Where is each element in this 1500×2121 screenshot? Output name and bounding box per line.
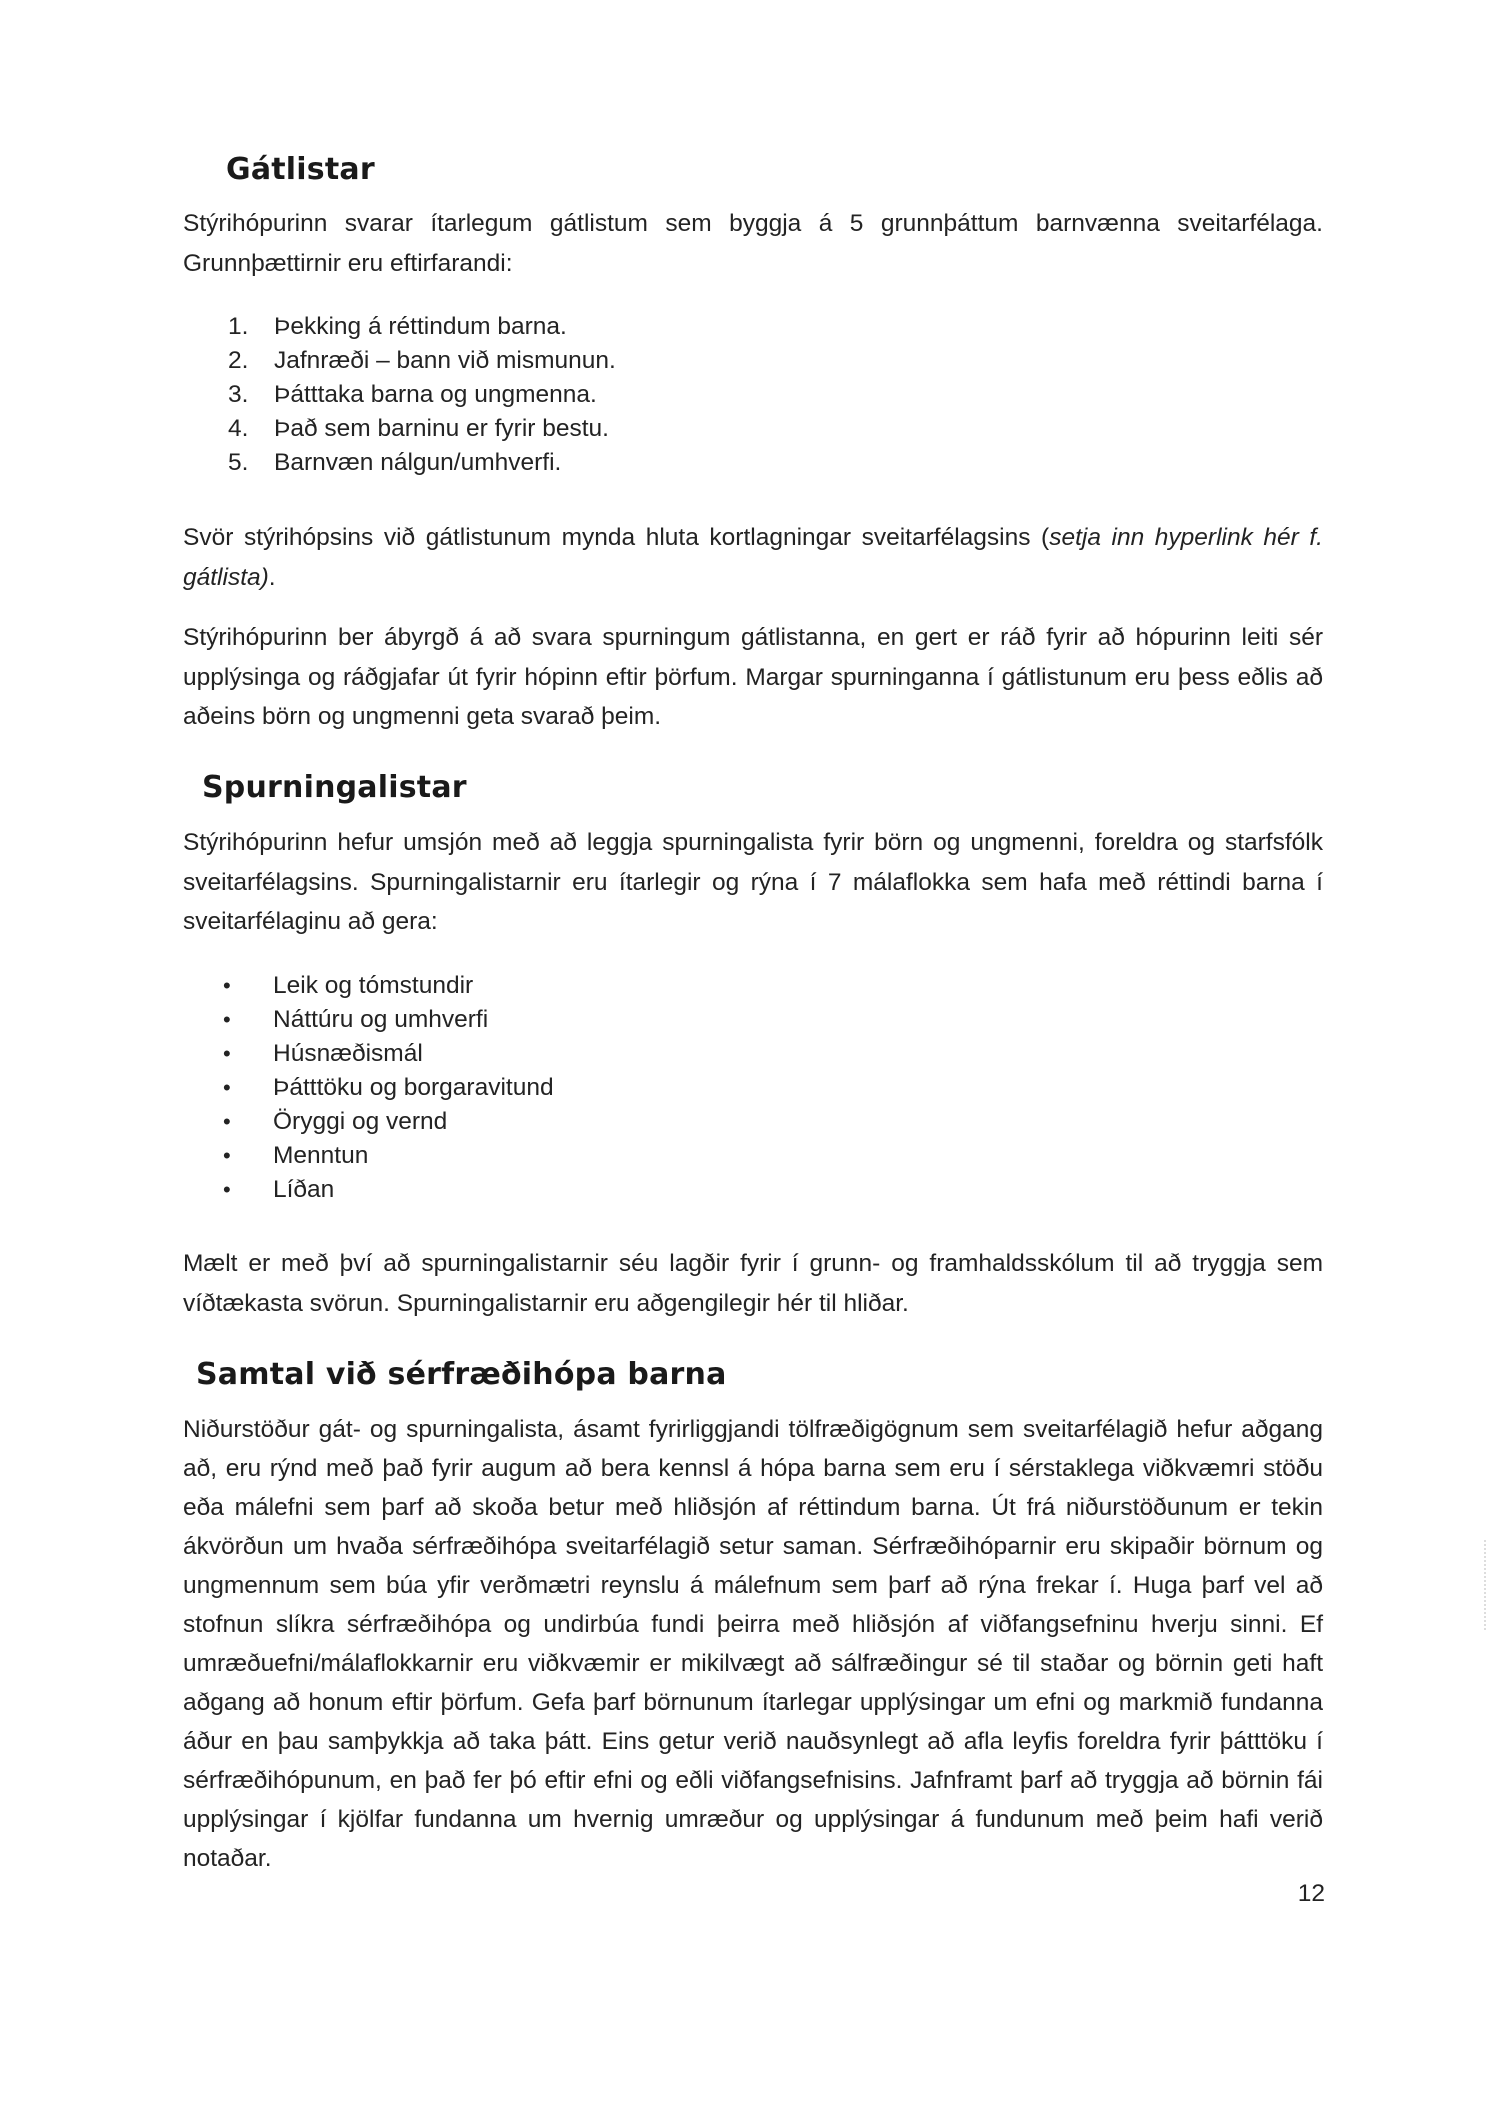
heading-gatlistar: Gátlistar [226, 152, 375, 187]
page-number: 12 [1297, 1880, 1325, 1907]
heading-samtal: Samtal við sérfræðihópa barna [196, 1357, 727, 1392]
gatlistar-intro: Stýrihópurinn svarar ítarlegum gátlistum sem byggja á 5 grunnþáttum barnvænna sveitarfélaga. Grunnþættirnir eru eftirfarandi: [183, 210, 1323, 277]
scan-edge-mark [1484, 1540, 1490, 1630]
spurningalistar-intro: Stýrihópurinn hefur umsjón með að leggja spurningalista fyrir börn og ungmenni, foreldra og starfsfólk sveitarfélagsins. Spurningalistarnir eru ítarlegir og rýna í 7 málaflokka sem hafa með réttindi barna í sveitarfélaginu að gera: [183, 829, 1323, 935]
bullet-icon: • [223, 1143, 231, 1168]
spurningalistar-recommendation: Mælt er með því að spurningalistarnir séu lagðir fyrir í grunn- og framhaldsskólum til að tryggja sem víðtækasta svörun. Spurningalistarnir eru aðgengilegir hér til hliðar. [183, 1250, 1323, 1317]
hyperlink-placeholder: setja inn hyperlink hér f. gátlista) [183, 524, 1323, 591]
bullet-icon: • [223, 1075, 231, 1100]
bullet-icon: • [223, 1177, 231, 1202]
bullet-icon: • [223, 973, 231, 998]
document-page: Gátlistar Stýrihópurinn svarar ítarlegum gátlistum sem byggja á 5 grunnþáttum barnvænna sveitarfélaga. Grunnþættirnir eru eftirfarandi: 1. Þekking á réttindum barna. 2. Jafnræði – bann við mismunun. 3. Þátttaka barna og ungmenna. 4. Það sem barninu er fyrir bestu. 5. Barnvæn nálgun/umhverfi. Svör stýrihópsins við gátlistunum mynda hluta kortlagningar sveitarfélagsins (setja inn hyperlink hér f. gátlista). Stýrihópurinn ber ábyrgð á að svara spurningum gátlistanna, en gert er ráð fyrir að hópurinn leiti sér upplýsinga og ráðgjafar út fyrir hópinn eftir þörfum. Margar spurninganna í gátlistunum eru þess eðlis að aðeins börn og ungmenni geta svarað þeim. Spurningalistar Stýrihópurinn hefur umsjón með að leggja spurningalista fyrir börn og ungmenni, foreldra og starfsfólk sveitarfélagsins. Spurningalistarnir eru ítarlegir og rýna í 7 málaflokka sem hafa með réttindi barna í sveitarfélaginu að gera: • Leik og tómstundir • Náttúru og umhverfi • Húsnæðismál • Þátttöku og borgaravitund • Öryggi og vernd • Menntun • Líðan Mælt er með því að spurningalistarnir séu lagðir fyrir í grunn- og framhaldsskólum til að tryggja sem víðtækasta svörun. Spurningalistarnir eru aðgengilegir hér til hliðar. Samtal við sérfræðihópa barna Niðurstöður gát- og spurningalista, ásamt fyrirliggjandi tölfræðigögnum sem sveitarfélagið hefur aðgang að, eru rýnd með það fyrir augum að bera kennsl á hópa barna sem eru í sérstaklega viðkvæmri stöðu eða málefni sem þarf að skoða betur með hliðsjón af réttindum barna. Út frá niðurstöðunum er tekin ákvörðun um hvaða sérfræðihópa sveitarfélagið setur saman. Sérfræðihóparnir eru skipaðir börnum og ungmennum sem búa yfir verðmætri reynslu á málefnum sem þarf að rýna frekar í. Huga þarf vel að stofnun slíkra sérfræðihópa og undirbúa fundi þeirra með hliðsjón af viðfangsefninu hverju sinni. Ef umræðuefni/málaflokkarnir eru viðkvæmir er mikilvægt að sálfræðingur sé til staðar og börnin geti haft aðgang að honum eftir þörfum. Gefa þarf börnunum ítarlegar upplýsingar um efni og markmið fundanna áður en þau samþykkja að taka þátt. Eins getur verið nauðsynlegt að afla leyfis foreldra fyrir þátttöku í sérfræðihópunum, en það fer þó eftir efni og eðli viðfangsefnisins. Jafnframt þarf að tryggja að börnin fái upplýsingar í kjölfar fundanna um hvernig umræður og upplýsingar á fundunum með þeim hafi verið notaðar. 12 [0, 0, 1500, 2121]
bullet-icon: • [223, 1007, 231, 1032]
bullet-icon: • [223, 1041, 231, 1066]
gatlistar-svor: Svör stýrihópsins við gátlistunum mynda hluta kortlagningar sveitarfélagsins (setja inn hyperlink hér f. gátlista). [183, 524, 1323, 591]
bullet-icon: • [223, 1109, 231, 1134]
samtal-body: Niðurstöður gát- og spurningalista, ásamt fyrirliggjandi tölfræðigögnum sem sveitarfélagið hefur aðgang að, eru rýnd með það fyrir augum að bera kennsl á hópa barna sem eru í sérstaklega viðkvæmri stöðu eða málefni sem þarf að skoða betur með hliðsjón af réttindum barna. Út frá niðurstöðunum er tekin ákvörðun um hvaða sérfræðihópa sveitarfélagið setur saman. Sérfræðihóparnir eru skipaðir börnum og ungmennum sem búa yfir verðmætri reynslu á málefnum sem þarf að rýna frekar í. Huga þarf vel að stofnun slíkra sérfræðihópa og undirbúa fundi þeirra með hliðsjón af viðfangsefninu hverju sinni. Ef umræðuefni/málaflokkarnir eru viðkvæmir er mikilvægt að sálfræðingur sé til staðar og börnin geti haft aðgang að honum eftir þörfum. Gefa þarf börnunum ítarlegar upplýsingar um efni og markmið fundanna áður en þau samþykkja að taka þátt. Eins getur verið nauðsynlegt að afla leyfis foreldra fyrir þátttöku í sérfræðihópunum, en það fer þó eftir efni og eðli viðfangsefnisins. Jafnframt þarf að tryggja að börnin fái upplýsingar í kjölfar fundanna um hvernig umræður og upplýsingar á fundunum með þeim hafi verið notaðar. [183, 1416, 1323, 1872]
heading-spurningalistar: Spurningalistar [202, 770, 467, 805]
gatlistar-responsibility: Stýrihópurinn ber ábyrgð á að svara spurningum gátlistanna, en gert er ráð fyrir að hópurinn leiti sér upplýsinga og ráðgjafar út fyrir hópinn eftir þörfum. Margar spurninganna í gátlistunum eru þess eðlis að aðeins börn og ungmenni geta svarað þeim. [183, 624, 1323, 730]
